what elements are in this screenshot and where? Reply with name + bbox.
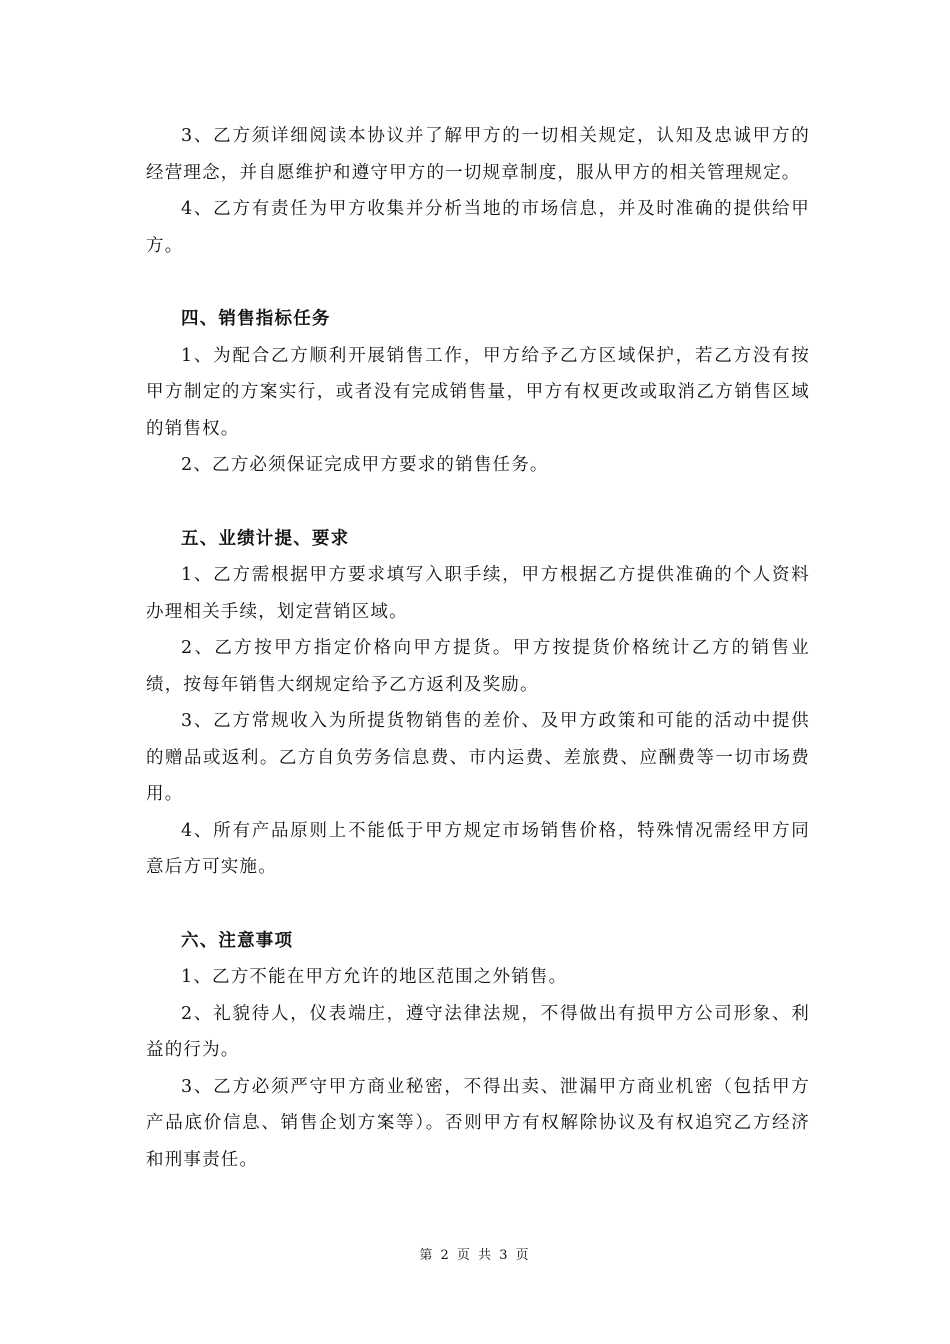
clause-paragraph: 1、乙方不能在甲方允许的地区范围之外销售。 xyxy=(181,967,568,987)
clause-paragraph: 4、所有产品原则上不能低于甲方规定市场销售价格，特殊情况需经甲方同意后方可实施。 xyxy=(146,820,810,877)
clause-paragraph: 4、乙方有责任为甲方收集并分析当地的市场信息，并及时准确的提供给甲方。 xyxy=(146,199,810,256)
clause-paragraph: 2、乙方按甲方指定价格向甲方提货。甲方按提货价格统计乙方的销售业绩，按每年销售大纲规定给予乙方返利及奖励。 xyxy=(146,638,810,695)
clause-paragraph: 1、为配合乙方顺利开展销售工作，甲方给予乙方区域保护，若乙方没有按甲方制定的方案实行，或者没有完成销售量，甲方有权更改或取消乙方销售区域的销售权。 xyxy=(146,345,810,439)
clause-paragraph: 3、乙方常规收入为所提货物销售的差价、及甲方政策和可能的活动中提供的赠品或返利。乙方自负劳务信息费、市内运费、差旅费、应酬费等一切市场费用。 xyxy=(146,711,810,804)
page-number-footer: 第 2 页 共 3 页 xyxy=(419,1248,531,1263)
clause-paragraph: 2、乙方必须保证完成甲方要求的销售任务。 xyxy=(181,455,549,475)
clause-paragraph: 3、乙方必须严守甲方商业秘密，不得出卖、泄漏甲方商业机密（包括甲方产品底价信息、销售企划方案等）。否则甲方有权解除协议及有权追究乙方经济和刑事责任。 xyxy=(146,1076,810,1170)
section-heading: 五、业绩计提、要求 xyxy=(181,528,350,549)
document-body xyxy=(146,118,810,1178)
section-notes xyxy=(146,923,810,1179)
clause-paragraph: 3、乙方须详细阅读本协议并了解甲方的一切相关规定，认知及忠诚甲方的经营理念，并自愿维护和遵守甲方的一切规章制度，服从甲方的相关管理规定。 xyxy=(146,126,810,183)
section-heading: 四、销售指标任务 xyxy=(181,309,331,329)
section-sales-targets xyxy=(146,301,810,484)
clause-paragraph: 2、礼貌待人，仪表端庄，遵守法律法规，不得做出有损甲方公司形象、利益的行为。 xyxy=(146,1003,810,1060)
section-performance xyxy=(146,521,810,886)
section-heading: 六、注意事项 xyxy=(181,930,294,951)
clause-paragraph: 1、乙方需根据甲方要求填写入职手续，甲方根据乙方提供准确的个人资料办理相关手续，划定营销区域。 xyxy=(146,565,810,622)
